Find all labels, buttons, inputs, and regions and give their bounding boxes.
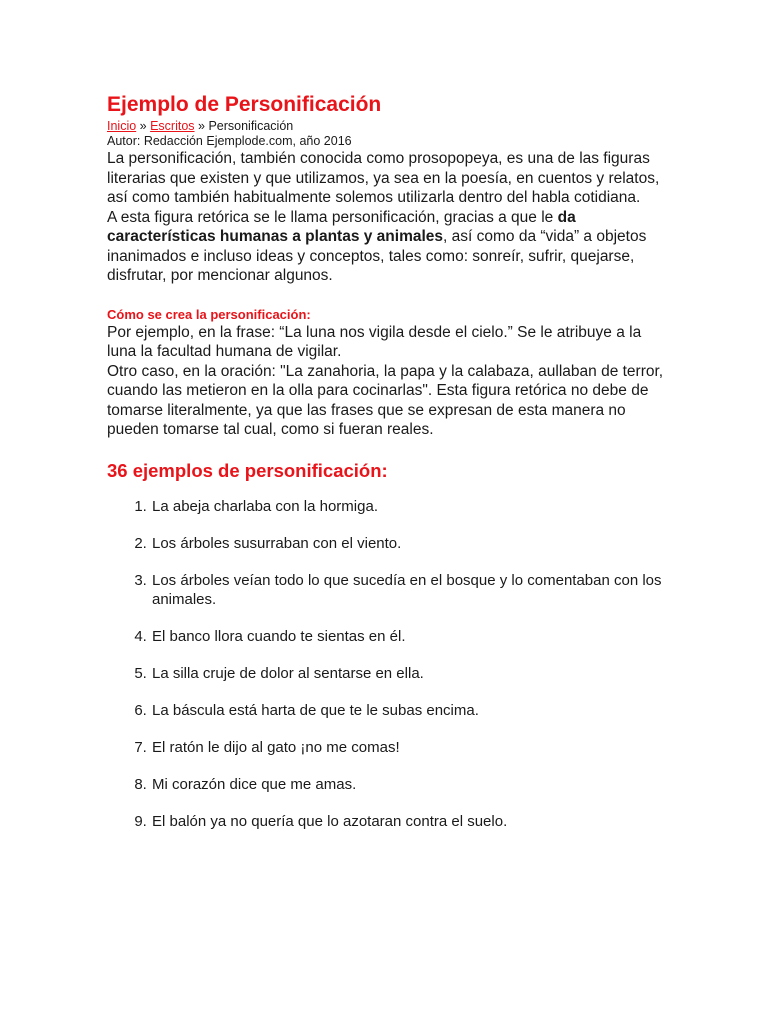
breadcrumb bbox=[107, 119, 667, 134]
example-paragraph-1: Por ejemplo, en la frase: “La luna nos vigila desde el cielo.” Se le atribuye a la luna la facultad humana de vigilar. bbox=[107, 323, 642, 360]
breadcrumb-section-link[interactable]: Escritos bbox=[150, 119, 195, 133]
definition-paragraph bbox=[107, 208, 667, 286]
list-item: 2. Los árboles susurraban con el viento. bbox=[151, 534, 667, 553]
example-paragraph-2: Otro caso, en la oración: "La zanahoria, la papa y la calabaza, aullaban de terror, cuando las metieron en la olla para cocinarlas". Esta figura retórica no debe de tomarse literalmente, ya que las frases que se expresan de esta manera no pueden tomarse tal cual, como si fueran reales. bbox=[107, 362, 664, 438]
examples-heading: 36 ejemplos de personificación: bbox=[107, 459, 388, 481]
section-subheading: Cómo se crea la personificación: bbox=[107, 306, 311, 322]
list-item: 9. El balón ya no quería que lo azotaran contra el suelo. bbox=[151, 812, 667, 831]
definition-text-continued: , así como da “vida” a objetos inanimados e incluso ideas y conceptos, tales como: sonreír, sufrir, quejarse, disfrutar, por mencionar algunos. bbox=[107, 228, 647, 284]
list-item: 5. La silla cruje de dolor al sentarse en ella. bbox=[151, 664, 667, 683]
definition-bold-text: da características humanas a plantas y animales bbox=[107, 208, 576, 245]
definition-text: A esta figura retórica se le llama personificación, gracias a que le bbox=[107, 208, 558, 226]
document-content bbox=[107, 92, 667, 849]
author-line: Autor: Redacción Ejemplode.com, año 2016 bbox=[107, 134, 352, 148]
list-item: 1. La abeja charlaba con la hormiga. bbox=[151, 497, 667, 516]
list-item: 6. La báscula está harta de que te le subas encima. bbox=[151, 701, 667, 720]
page-title: Ejemplo de Personificación bbox=[107, 93, 382, 116]
breadcrumb-separator: » bbox=[136, 119, 151, 133]
breadcrumb-separator: » bbox=[194, 119, 209, 133]
examples-list bbox=[107, 497, 667, 831]
list-item: 7. El ratón le dijo al gato ¡no me comas! bbox=[151, 738, 667, 757]
breadcrumb-home-link[interactable]: Inicio bbox=[107, 119, 137, 133]
breadcrumb-current: Personificación bbox=[208, 119, 294, 133]
list-item: 4. El banco llora cuando te sientas en él. bbox=[151, 627, 667, 646]
list-item: 3. Los árboles veían todo lo que sucedía en el bosque y lo comentaban con los animales. bbox=[151, 571, 667, 609]
intro-paragraph: La personificación, también conocida como prosopopeya, es una de las figuras literarias que existen y que utilizamos, ya sea en la poesía, en cuentos y relatos, así como también habitualmente solemos utilizarla dentro del habla cotidiana. bbox=[107, 150, 660, 206]
list-item: 8. Mi corazón dice que me amas. bbox=[151, 775, 667, 794]
